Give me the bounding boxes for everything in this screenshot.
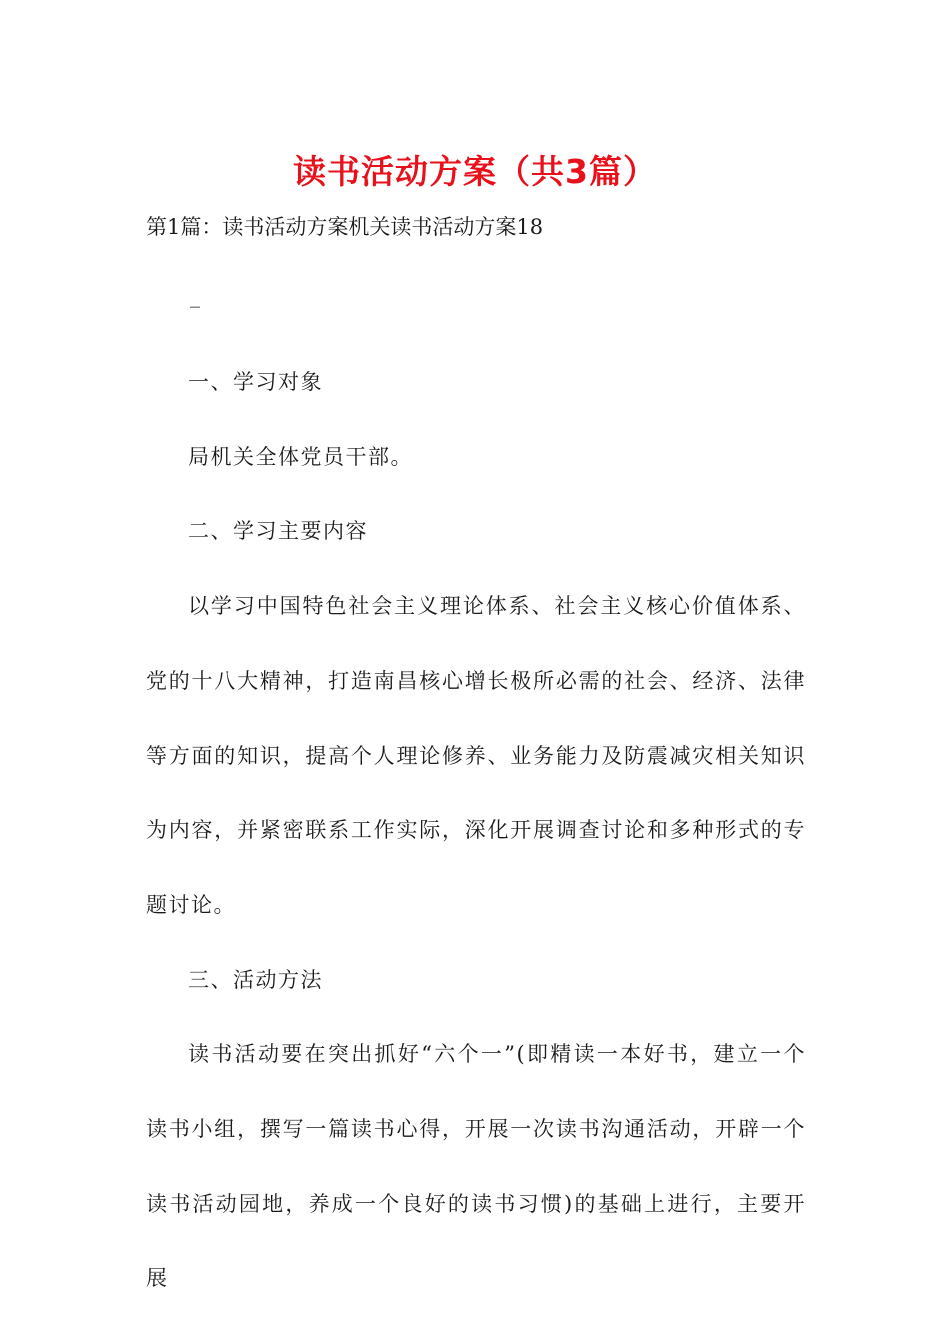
paragraph-study-content: 以学习中国特色社会主义理论体系、社会主义核心价值体系、党的十八大精神，打造南昌核心增长极所必需的社会、经济、法律等方面的知识，提高个人理论修养、业务能力及防震减灾相关知识为内容，并紧密联系工作实际，深化开展调查讨论和多种形式的专题讨论。 — [146, 594, 806, 917]
paragraph-activity-method: 读书活动要在突出抓好“六个一”(即精读一本好书，建立一个读书小组，撰写一篇读书心得，开展一次读书沟通活动，开辟一个读书活动园地，养成一个良好的读书习惯)的基础上进行，主要开展 — [146, 1042, 806, 1291]
chapter-heading: 第1篇：读书活动方案机关读书活动方案18 — [146, 215, 544, 239]
section-heading-activity-method: 三、活动方法 — [188, 967, 323, 992]
document-title: 读书活动方案（共3篇） — [293, 152, 657, 191]
document-body — [146, 345, 806, 1316]
dash-mark: _ — [190, 284, 200, 308]
section-heading-study-content: 二、学习主要内容 — [188, 519, 368, 544]
section-heading-study-target: 一、学习对象 — [188, 370, 323, 394]
paragraph-study-target: 局机关全体党员干部。 — [188, 444, 413, 469]
